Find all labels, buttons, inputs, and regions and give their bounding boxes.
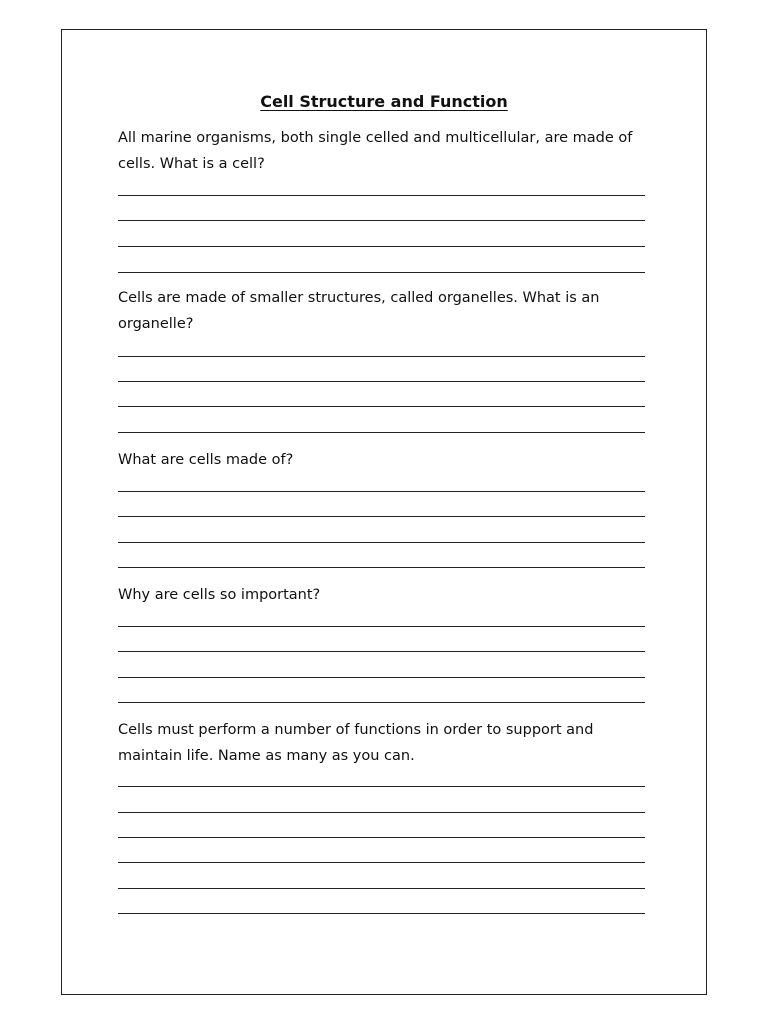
answer-line[interactable] [118, 677, 645, 678]
answer-line[interactable] [118, 491, 645, 492]
answer-line[interactable] [118, 862, 645, 863]
answer-line[interactable] [118, 812, 645, 813]
answer-line[interactable] [118, 913, 645, 914]
answer-line[interactable] [118, 702, 645, 703]
answer-line[interactable] [118, 220, 645, 221]
answer-line[interactable] [118, 786, 645, 787]
answer-line[interactable] [118, 195, 645, 196]
answer-line[interactable] [118, 381, 645, 382]
answer-line[interactable] [118, 837, 645, 838]
question-4-text: Why are cells so important? [118, 587, 321, 603]
question-3-text: What are cells made of? [118, 452, 294, 468]
question-2-text: Cells are made of smaller structures, called organelles. What is an organelle? [118, 290, 600, 332]
answer-line[interactable] [118, 516, 645, 517]
answer-line[interactable] [118, 626, 645, 627]
answer-line[interactable] [118, 432, 645, 433]
answer-line[interactable] [118, 651, 645, 652]
answer-line[interactable] [118, 356, 645, 357]
answer-line[interactable] [118, 406, 645, 407]
answer-line[interactable] [118, 567, 645, 568]
answer-line[interactable] [118, 246, 645, 247]
question-5-text: Cells must perform a number of functions in order to support and maintain life. Name as many as you can. [118, 722, 594, 764]
answer-line[interactable] [118, 272, 645, 273]
answer-line[interactable] [118, 542, 645, 543]
question-1-text: All marine organisms, both single celled and multicellular, are made of cells. What is a cell? [118, 130, 633, 172]
answer-line[interactable] [118, 888, 645, 889]
worksheet-title: Cell Structure and Function [260, 92, 508, 111]
